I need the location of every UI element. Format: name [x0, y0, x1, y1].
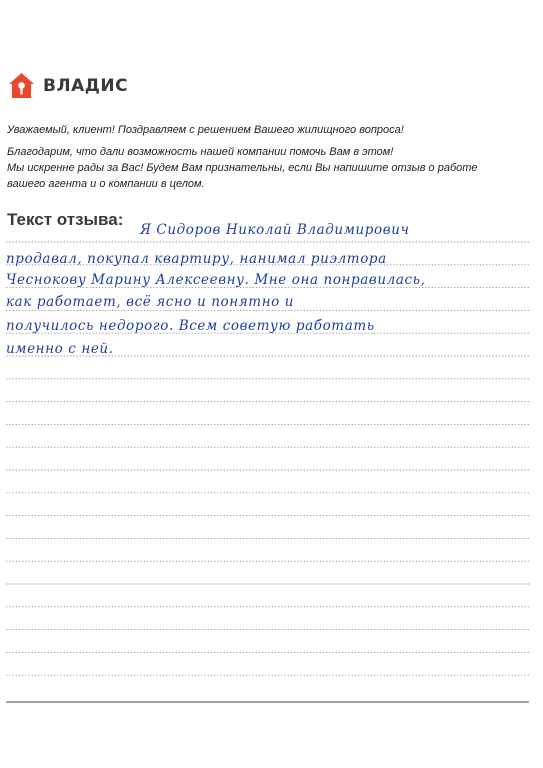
thanks-line-3: вашего агента и о компании в целом.: [7, 178, 205, 190]
brand-name: ВЛАДИС: [43, 75, 129, 96]
review-line-5: получилось недорого. Всем советую работать: [6, 318, 375, 334]
review-line-4: как работает, всё ясно и понятно и: [6, 294, 295, 310]
thanks-line-1: Благодарим, что дали возможность нашей компании помочь Вам в этом!: [7, 146, 394, 158]
review-label: Текст отзыва:: [7, 210, 124, 229]
review-line-1: Я Сидоров Николай Владимирович: [140, 222, 410, 238]
greeting-line: Уважаемый, клиент! Поздравляем с решением Вашего жилищного вопроса!: [7, 124, 404, 136]
review-line-6: именно с ней.: [6, 341, 114, 357]
review-line-2: продавал, покупал квартиру, нанимал риэлтора: [6, 251, 387, 267]
thanks-line-2: Мы искренне рады за Вас! Будем Вам признательны, если Вы напишите отзыв о работе: [7, 162, 478, 174]
review-line-3: Чеснокову Марину Алексеевну. Мне она понравилась,: [6, 272, 426, 288]
